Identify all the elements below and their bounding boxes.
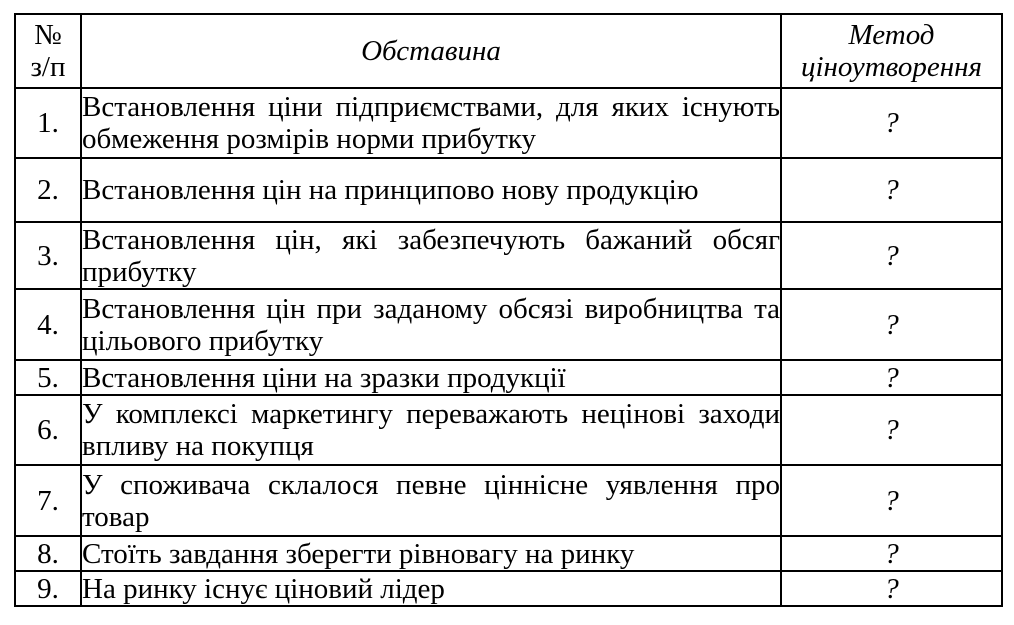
table-row xyxy=(15,465,1002,536)
table-row xyxy=(15,360,1002,395)
row-number: 9. xyxy=(15,571,81,606)
header-number-cell xyxy=(15,14,81,88)
header-method-cell xyxy=(781,14,1002,88)
row-number: 7. xyxy=(15,465,81,536)
row-method: ? xyxy=(781,289,1002,360)
row-number: 5. xyxy=(15,360,81,395)
row-situation: Встановлення ціни підприємствами, для яких існують обмеження розмірів норми прибутку xyxy=(81,88,781,158)
row-situation: Встановлення цін на принципово нову продукцію xyxy=(81,158,781,222)
row-situation: У споживача склалося певне ціннісне уявлення про товар xyxy=(81,465,781,536)
header-method-label-line2: ціноутворення xyxy=(800,51,982,83)
row-method: ? xyxy=(781,465,1002,536)
pricing-methods-table xyxy=(14,13,1003,607)
header-situation-cell xyxy=(81,14,781,88)
table-row xyxy=(15,536,1002,571)
row-method: ? xyxy=(781,571,1002,606)
row-situation: Стоїть завдання зберегти рівновагу на ринку xyxy=(81,536,781,571)
row-method: ? xyxy=(781,158,1002,222)
header-situation-label: Обставина xyxy=(361,35,501,67)
row-situation: Встановлення цін при заданому обсязі виробництва та цільового прибутку xyxy=(81,289,781,360)
row-method: ? xyxy=(781,360,1002,395)
row-situation: Встановлення цін, які забезпечують бажаний обсяг прибутку xyxy=(82,223,780,288)
table-row xyxy=(15,158,1002,222)
table-header-row xyxy=(15,14,1002,88)
row-number: 1. xyxy=(15,88,81,158)
row-situation: На ринку існує ціновий лідер xyxy=(81,571,781,606)
row-method: ? xyxy=(781,395,1002,465)
row-number: 6. xyxy=(15,395,81,465)
table-row xyxy=(15,289,1002,360)
row-number: 3. xyxy=(15,222,81,289)
row-method: ? xyxy=(781,536,1002,571)
row-situation: У комплексі маркетингу переважають нецінові заходи впливу на покупця xyxy=(81,395,781,465)
row-method: ? xyxy=(781,88,1002,158)
table-row xyxy=(15,395,1002,465)
table-row xyxy=(15,571,1002,606)
row-number: 4. xyxy=(15,289,81,360)
row-situation: Встановлення ціни на зразки продукції xyxy=(81,360,781,395)
header-number-abbr: з/п xyxy=(30,51,66,83)
table-row xyxy=(15,222,1002,289)
header-method-label-line1: Метод xyxy=(848,19,935,51)
table-row xyxy=(15,88,1002,158)
row-number: 2. xyxy=(15,158,81,222)
header-number-symbol: № xyxy=(34,19,62,51)
row-number: 8. xyxy=(15,536,81,571)
row-method: ? xyxy=(781,222,1002,289)
